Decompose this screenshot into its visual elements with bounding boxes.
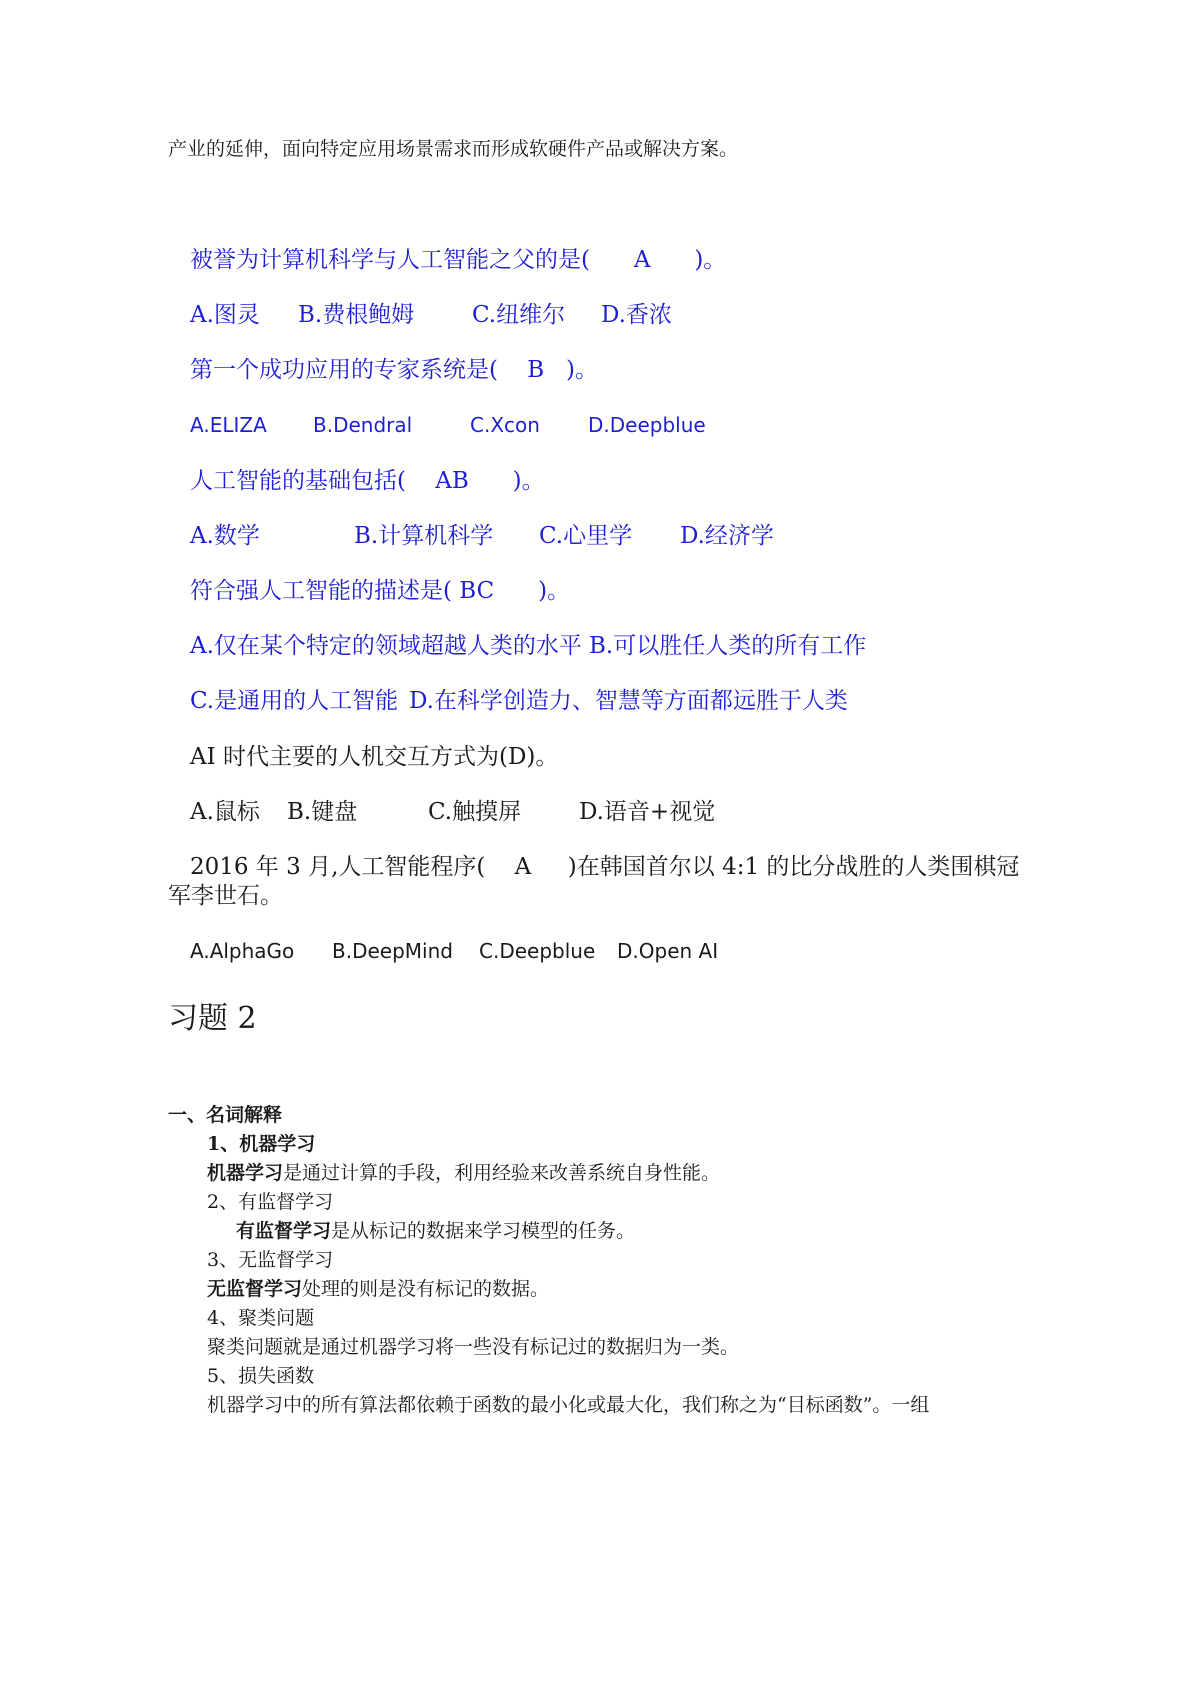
term-definition-text: 是通过计算的手段，利用经验来改善系统自身性能。: [283, 1162, 721, 1184]
option-a: A.仅在某个特定的领域超越人类的水平: [190, 633, 582, 659]
option-a: A.鼠标: [190, 799, 260, 825]
term-keyword: 机器学习: [207, 1162, 284, 1184]
term-definition: 机器学习中的所有算法都依赖于函数的最小化或最大化，我们称之为“目标函数”。一组: [207, 1394, 930, 1416]
term-definition: [207, 1164, 720, 1183]
term-definition-text: 处理的则是没有标记的数据。: [302, 1278, 550, 1300]
question-stem: 符合强人工智能的描述是( BC )。: [190, 578, 571, 604]
option-b: B.键盘: [287, 799, 358, 825]
term-heading: 3、无监督学习: [207, 1249, 334, 1271]
term-keyword: 无监督学习: [207, 1278, 303, 1300]
option-d: D.香浓: [601, 302, 672, 328]
option-a: A.图灵: [190, 302, 260, 328]
option-d: D.在科学创造力、智慧等方面都远胜于人类: [409, 688, 848, 714]
option-c: C.Deepblue: [479, 939, 596, 963]
term-heading: 1、机器学习: [207, 1133, 316, 1155]
option-b: B.Dendral: [313, 413, 413, 437]
part-heading: 一、名词解释: [168, 1104, 283, 1126]
question-stem: 第一个成功应用的专家系统是( B )。: [190, 357, 599, 383]
question-stem: 被誉为计算机科学与人工智能之父的是( A )。: [190, 247, 727, 273]
intro-line: 产业的延伸，面向特定应用场景需求而形成软硬件产品或解决方案。: [168, 138, 739, 160]
question-stem: 人工智能的基础包括( AB )。: [190, 468, 545, 494]
term-definition: 聚类问题就是通过机器学习将一些没有标记过的数据归为一类。: [207, 1336, 740, 1358]
question-stem: 2016 年 3 月,人工智能程序( A )在韩国首尔以 4:1 的比分战胜的人类围棋冠: [190, 854, 1020, 880]
section-title: 习题 2: [168, 1001, 257, 1036]
term-definition-text: 是从标记的数据来学习模型的任务。: [331, 1220, 636, 1242]
option-d: D.Deepblue: [588, 413, 706, 437]
term-definition: [207, 1280, 549, 1299]
option-a: A.ELIZA: [190, 413, 267, 437]
option-a: A.AlphaGo: [190, 939, 295, 963]
option-d: D.语音+视觉: [579, 799, 716, 825]
option-c: C.触摸屏: [428, 799, 522, 825]
term-keyword: 有监督学习: [236, 1220, 332, 1242]
term-heading: 4、聚类问题: [207, 1307, 315, 1329]
question-stem: AI 时代主要的人机交互方式为(D)。: [190, 744, 559, 770]
term-heading: 5、损失函数: [207, 1365, 315, 1387]
option-b: B.DeepMind: [332, 939, 453, 963]
option-b: B.可以胜任人类的所有工作: [589, 633, 867, 659]
option-d: D.Open AI: [617, 939, 719, 963]
option-c: C.心里学: [539, 523, 633, 549]
option-c: C.纽维尔: [472, 302, 566, 328]
option-b: B.计算机科学: [354, 523, 494, 549]
option-a: A.数学: [190, 523, 260, 549]
option-b: B.费根鲍姆: [298, 302, 415, 328]
option-d: D.经济学: [680, 523, 774, 549]
option-c: C.Xcon: [470, 413, 540, 437]
question-stem-continuation: 军李世石。: [168, 883, 283, 909]
term-definition: [236, 1222, 635, 1241]
option-c: C.是通用的人工智能: [190, 688, 399, 714]
term-heading: 2、有监督学习: [207, 1191, 334, 1213]
